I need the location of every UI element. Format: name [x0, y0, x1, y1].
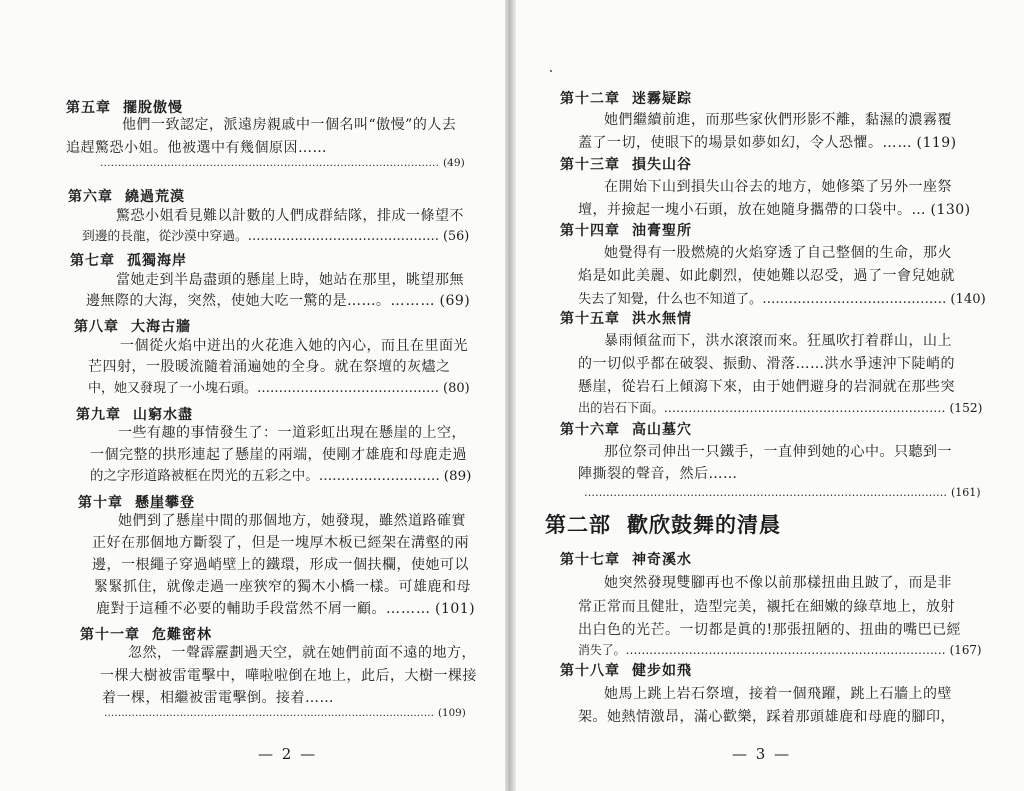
- toc-line: 蓋了一切，使眼下的場景如夢如幻，令人恐懼。…… (119): [578, 135, 957, 151]
- chapter-heading: [76, 404, 193, 424]
- toc-line: 壇，并撿起一塊小石頭，放在她隨身攜帶的口袋中。… (130): [578, 202, 971, 218]
- page-number: (49): [443, 157, 465, 169]
- page-number: (167): [949, 643, 982, 657]
- page-folio: — 3 —: [732, 745, 792, 763]
- toc-line: …………………………………………………………………………………… (49): [100, 157, 465, 169]
- chapter-heading: [560, 549, 692, 569]
- toc-line: 到邊的長龍，從沙漠中穿過。……………………………………… (56): [82, 229, 470, 244]
- chapter-heading: [68, 186, 185, 206]
- page-number: (89): [443, 469, 472, 484]
- chapter-title: 迷霧疑踪: [632, 91, 692, 107]
- toc-line: ……………………………………………………………………………………… (161): [584, 486, 981, 499]
- chapter-number: 第十五章: [560, 311, 620, 327]
- toc-line: 焰是如此美麗、如此劇烈，使她難以忍受，過了一會兒她就: [578, 268, 955, 284]
- chapter-number: 第七章: [70, 253, 115, 269]
- chapter-title: 油膏聖所: [632, 223, 692, 239]
- toc-line: 一個從火焰中迸出的火花進入她的內心，而且在里面光: [120, 338, 468, 354]
- chapter-number: 第十二章: [560, 91, 620, 107]
- toc-line: 懸崖，從岩石上傾瀉下來，由于她們避身的岩洞就在那些突: [578, 379, 955, 395]
- toc-line: 緊緊抓住，就像走過一座狹窄的獨木小橋一樣。可雄鹿和母: [94, 579, 471, 595]
- toc-line: 她突然發現雙腳再也不像以前那樣扭曲且跛了，而是非: [604, 575, 952, 591]
- chapter-title: 損失山谷: [632, 157, 692, 173]
- page-number: (101): [435, 601, 476, 617]
- toc-line: 架。她熱情激昂，滿心歡樂，踩着那頭雄鹿和母鹿的腳印，: [578, 709, 955, 725]
- print-mark: [550, 70, 552, 72]
- toc-line: …………………………………………………………………………………… (109): [104, 707, 466, 719]
- page-number: (161): [951, 486, 981, 499]
- part-number: 第二部: [545, 512, 611, 537]
- part-title: 歡欣鼓舞的清晨: [627, 512, 781, 537]
- toc-line: 的之字形道路被框在閃光的五彩之中。……………………… (89): [90, 469, 472, 484]
- toc-line: 一些有趣的事情發生了：一道彩虹出現在懸崖的上空，: [118, 425, 466, 441]
- toc-line: 消失了。……………………………………………………………………… (167): [578, 643, 982, 657]
- toc-line: 邊，一根繩子穿過峭壁上的鐵環，形成一個扶欄，使她可以: [92, 557, 469, 573]
- toc-line: 追趕驚恐小姐。他被選中有幾個原因……: [66, 140, 327, 156]
- toc-line: 在開始下山到損失山谷去的地方，她修築了另外一座祭: [604, 179, 952, 195]
- chapter-title: 大海古牆: [131, 319, 191, 335]
- chapter-heading: [74, 316, 191, 336]
- chapter-title: 洪水無情: [632, 311, 692, 327]
- chapter-title: 高山墓穴: [632, 422, 692, 438]
- toc-line: 芒四射，一股暖流隨着涌遍她的全身。就在祭壇的灰燼之: [88, 359, 451, 375]
- part-heading: [545, 509, 781, 539]
- chapter-title: 懸崖攀登: [135, 495, 195, 511]
- chapter-heading: [560, 660, 692, 680]
- chapter-title: 神奇溪水: [632, 552, 692, 568]
- page-number: (56): [443, 229, 470, 244]
- toc-line: 當她走到半島盡頭的懸崖上時，她站在那里，眺望那無: [116, 272, 464, 288]
- toc-line: 出的岩石下面。…………………………………………………………… (152): [578, 401, 983, 415]
- toc-line: 忽然，一聲霹靂劃過天空，就在她們前面不遠的地方，: [128, 645, 476, 661]
- book-gutter: [505, 0, 516, 791]
- toc-line: 她馬上跳上岩石祭壇，接着一個飛躍，跳上石牆上的壁: [604, 686, 952, 702]
- toc-line: 那位祭司伸出一只鐵手，一直伸到她的心中。只聽到一: [604, 444, 952, 460]
- chapter-title: 健步如飛: [632, 663, 692, 679]
- chapter-number: 第十四章: [560, 223, 620, 239]
- chapter-number: 第五章: [66, 100, 111, 116]
- toc-line: 着一棵，相繼被雷電擊倒。接着……: [102, 690, 334, 706]
- chapter-title: 山窮水盡: [133, 407, 193, 423]
- toc-line: 邊無際的大海，突然，使她大吃一驚的是……。……… (69): [86, 293, 471, 309]
- toc-line: 一個完整的拱形連起了懸崖的兩端，使剛才雄鹿和母鹿走過: [90, 447, 467, 463]
- page-number: (130): [930, 202, 971, 218]
- chapter-heading: [560, 419, 692, 439]
- page-number: (119): [916, 135, 957, 151]
- page-number: (152): [949, 401, 983, 415]
- toc-line: 的一切似乎都在破裂、振動、滑落……洪水爭速沖下陡峭的: [578, 356, 955, 372]
- chapter-title: 孤獨海岸: [127, 253, 187, 269]
- page-folio: — 2 —: [258, 745, 318, 763]
- chapter-number: 第九章: [76, 407, 121, 423]
- toc-line: 正好在那個地方斷裂了，但是一塊厚木板已經架在溝壑的兩: [92, 535, 469, 551]
- toc-line: 她們到了懸崖中間的那個地方，她發現，雖然道路確實: [118, 513, 466, 529]
- chapter-number: 第十章: [78, 495, 123, 511]
- chapter-heading: [80, 624, 212, 644]
- toc-line: 出白色的光芒。一切都是眞的!那張扭陋的、扭曲的嘴巴已經: [578, 622, 962, 638]
- chapter-heading: [78, 492, 195, 512]
- page-number: (109): [438, 707, 466, 719]
- toc-line: 失去了知覺，什么也不知道了。…………………………………… (140): [578, 292, 986, 307]
- chapter-number: 第十八章: [560, 663, 620, 679]
- chapter-number: 第十三章: [560, 157, 620, 173]
- page-number: (140): [950, 292, 986, 307]
- page-number: (69): [439, 293, 471, 309]
- toc-line: 她覺得有一股燃燒的火焰穿透了自己整個的生命，那火: [604, 245, 952, 261]
- chapter-heading: [560, 308, 692, 328]
- page-number: (80): [443, 381, 470, 396]
- toc-line: 驚恐小姐看見難以計數的人們成群結隊，排成一條望不: [116, 208, 464, 224]
- toc-line: 常正常而且健壯，造型完美，襯托在細嫩的綠草地上，放射: [578, 599, 955, 615]
- chapter-title: 危難密林: [152, 627, 212, 643]
- chapter-number: 第十七章: [560, 552, 620, 568]
- toc-line: 暴雨傾盆而下，洪水滾滾而來。狂風吹打着群山，山上: [604, 333, 952, 349]
- toc-line: 他們一致認定，派遠房親戚中一個名叫“傲慢”的人去: [122, 117, 457, 133]
- chapter-heading: [560, 220, 692, 240]
- chapter-heading: [560, 154, 692, 174]
- chapter-number: 第十一章: [80, 627, 140, 643]
- chapter-number: 第六章: [68, 189, 113, 205]
- toc-line: 鹿對于這種不必要的輔助手段當然不屑一顧。……… (101): [96, 601, 476, 617]
- chapter-heading: [560, 88, 692, 108]
- chapter-heading: [70, 250, 187, 270]
- toc-line: 一棵大樹被雷電擊中，嘩啦啦倒在地上，此后，大樹一棵接: [100, 668, 477, 684]
- chapter-number: 第八章: [74, 319, 119, 335]
- chapter-title: 擺脫傲慢: [123, 100, 183, 116]
- toc-line: 中，她又發現了一小塊石頭。…………………………………… (80): [88, 381, 470, 396]
- toc-line: 陣撕裂的聲音，然后……: [578, 466, 738, 482]
- chapter-number: 第十六章: [560, 422, 620, 438]
- chapter-title: 繞過荒漠: [125, 189, 185, 205]
- toc-line: 她們繼續前進，而那些家伙們形影不離，黏濕的濃霧覆: [604, 112, 952, 128]
